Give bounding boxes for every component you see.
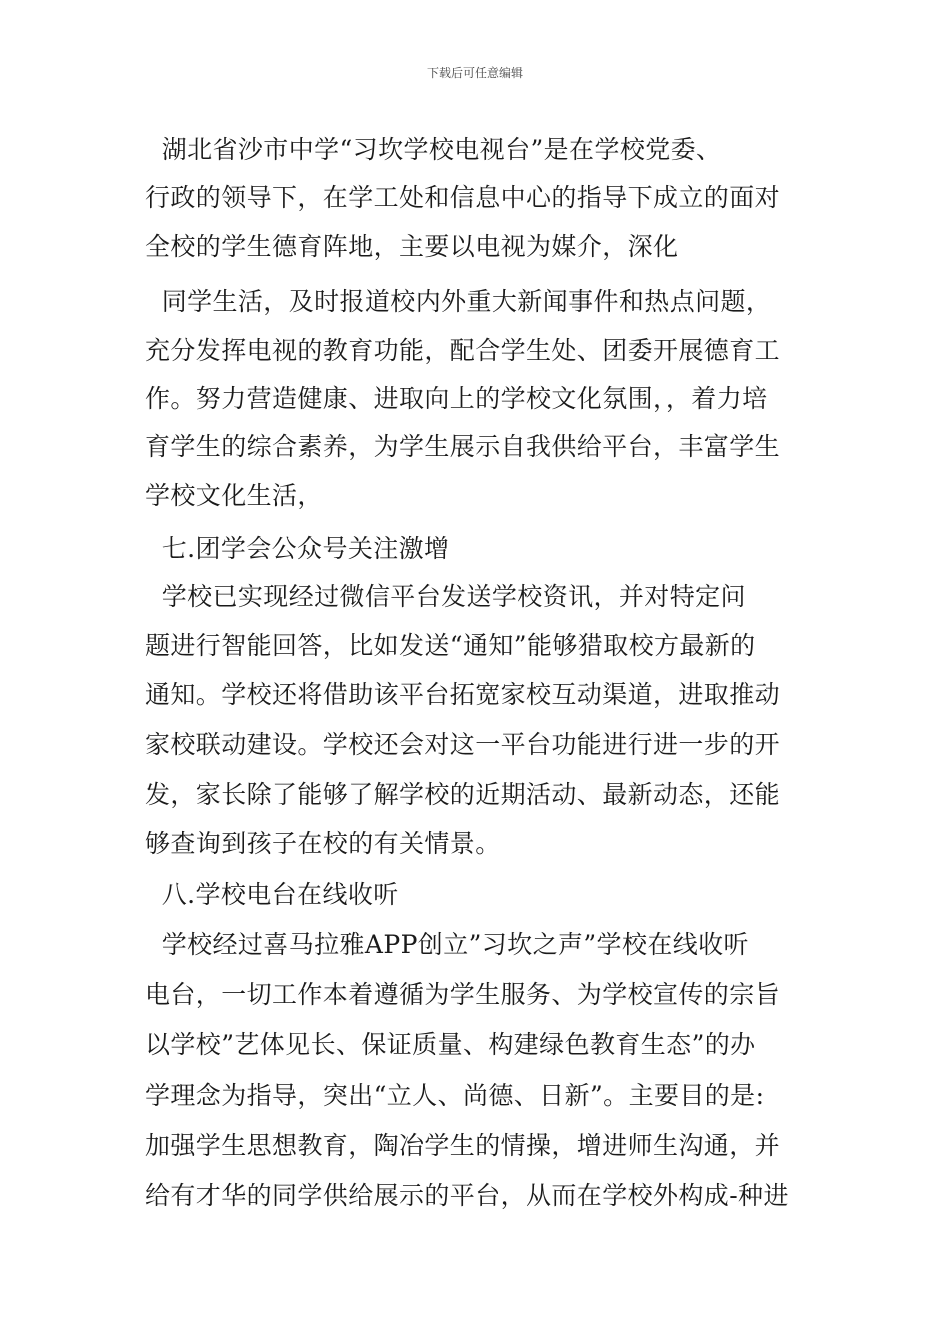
text-line: 学理念为指导，突出“立人、尚德、日新”。主要目的是:: [145, 1081, 765, 1110]
text-line: 作。努力营造健康、进取向上的学校文化氛围，，着力培: [145, 384, 768, 413]
section-heading: 八.学校电台在线收听: [145, 880, 399, 909]
text-line: 通知。学校还将借助该平台拓宽家校互动渠道，进取推动: [145, 680, 781, 709]
page-header: 下载后可任意编辑: [426, 66, 523, 80]
text-line: 全校的学生德育阵地，主要以电视为媒介，深化: [145, 232, 679, 261]
text-line: 学校已实现经过微信平台发送学校资讯，并对特定问: [145, 582, 746, 611]
section-heading: 七.团学会公众号关注激增: [145, 534, 450, 563]
text-line: 给有才华的同学供给展示的平台，从而在学校外构成-种进: [145, 1181, 789, 1210]
text-line: 学校经过喜马拉雅APP创立”习坎之声”学校在线收听: [145, 930, 749, 959]
text-line: 加强学生思想教育，陶冶学生的情操，增进师生沟通，并: [145, 1131, 781, 1160]
text-line: 行政的领导下，在学工处和信息中心的指导下成立的面对: [145, 183, 781, 212]
text-line: 发，家长除了能够了解学校的近期活动、最新动态，还能: [145, 780, 781, 809]
text-line: 育学生的综合素养，为学生展示自我供给平台，丰富学生: [145, 432, 781, 461]
text-line: 家校联动建设。学校还会对这一平台功能进行进一步的开: [145, 730, 781, 759]
text-line: 电台，一切工作本着遵循为学生服务、为学校宣传的宗旨: [145, 980, 781, 1009]
text-line: 题进行智能回答，比如发送“通知”能够猎取校方最新的: [145, 631, 756, 660]
text-line: 湖北省沙市中学“习坎学校电视台”是在学校党委、: [145, 135, 722, 164]
text-line: 同学生活，及时报道校内外重大新闻事件和热点问题，: [145, 287, 772, 316]
text-line: 充分发挥电视的教育功能，配合学生处、团委开展德育工: [145, 336, 781, 365]
text-line: 学校文化生活，: [145, 481, 323, 510]
text-line: 以学校”艺体见长、保证质量、构建绿色教育生态”的办: [145, 1030, 756, 1059]
text-line: 够查询到孩子在校的有关情景。: [145, 829, 501, 858]
